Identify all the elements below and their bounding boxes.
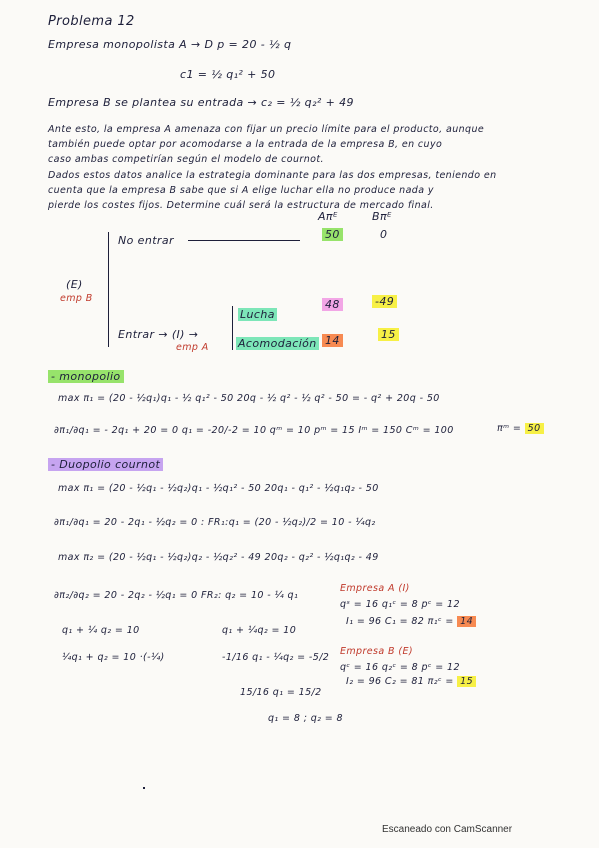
statement-line-1: Ante esto, la empresa A amenaza con fijar un precio límite para el producto, aunque — [48, 124, 485, 135]
statement-line-6: pierde los costes fijos. Determine cuál será la estructura de mercado final. — [48, 200, 434, 211]
problem-title: Problema 12 — [48, 14, 135, 29]
cournot-sys2: ¼q₁ + q₂ = 10 ·(-¼) — [62, 652, 165, 663]
cournot-max2: max π₂ = (20 - ½q₁ - ½q₂)q₂ - ½q₂² - 49 20q₂ - q₂² - ½q₁q₂ - 49 — [58, 552, 379, 563]
tree-lucha-b: -49 — [372, 295, 397, 308]
tree-entrar: Entrar → (I) → — [118, 328, 199, 341]
tree-branch-line — [188, 240, 300, 241]
cournot-emp-b-line2: I₂ = 96 C₂ = 81 π₂ᶜ = — [346, 676, 454, 687]
cournot-emp-a-line2: I₁ = 96 C₁ = 82 π₁ᶜ = — [346, 616, 454, 627]
cournot-emp-a-line1: qˢ = 16 q₁ᶜ = 8 pᶜ = 12 — [340, 599, 460, 610]
cournot-foc2: ∂π₂/∂q₂ = 20 - 2q₂ - ½q₁ = 0 FR₂: q₂ = 10 - ¼ q₁ — [54, 590, 299, 601]
monopolio-foc: ∂π₁/∂q₁ = - 2q₁ + 20 = 0 q₁ = -20/-2 = 10 qᵐ = 10 pᵐ = 15 Iᵐ = 150 Cᵐ = 100 — [54, 425, 454, 436]
tree-brace — [108, 232, 109, 347]
tree-lucha: Lucha — [240, 308, 275, 321]
scanner-footer: Escaneado con CamScanner — [382, 824, 513, 835]
cournot-emp-b-profit: 15 — [457, 676, 476, 687]
tree-no-entrar-a-value: 50 — [322, 228, 343, 241]
statement-line-2: también puede optar por acomodarse a la entrada de la empresa B, en cuyo — [48, 139, 443, 150]
cournot-emp-b-line1: qᶜ = 16 q₂ᶜ = 8 pᶜ = 12 — [340, 662, 460, 673]
tree-node-e: (E) — [66, 278, 83, 291]
cournot-emp-b-title: Empresa B (E) — [340, 646, 413, 657]
cournot-sum: 15/16 q₁ = 15/2 — [240, 687, 322, 698]
cournot-sys1b: q₁ + ¼q₂ = 10 — [222, 625, 297, 636]
empresa-b-entry: Empresa B se plantea su entrada → c₂ = ½ q₂² + 49 — [48, 96, 354, 109]
statement-line-4: Dados estos datos analice la estrategia dominante para las dos empresas, teniendo en — [48, 170, 497, 181]
cost-c1: c1 = ½ q₁² + 50 — [180, 68, 276, 81]
tree-acom-b: 15 — [378, 328, 399, 341]
ink-dot — [143, 787, 145, 789]
cournot-sys1: q₁ + ¼ q₂ = 10 — [62, 625, 140, 636]
tree-col-b-profit: Bπᴱ — [372, 210, 392, 223]
monopolio-profit — [497, 423, 544, 434]
cournot-result: q₁ = 8 ; q₂ = 8 — [268, 713, 344, 724]
monopolio-max: max π₁ = (20 - ½q₁)q₁ - ½ q₁² - 50 20q - ½ q² - ½ q² - 50 = - q² + 20q - 50 — [58, 393, 440, 404]
cournot-heading: - Duopolio cournot — [48, 458, 163, 471]
cournot-max1: max π₁ = (20 - ½q₁ - ½q₂)q₁ - ½q₁² - 50 20q₁ - q₁² - ½q₁q₂ - 50 — [58, 483, 379, 494]
cournot-emp-a-profit: 14 — [457, 616, 476, 627]
tree-lucha-a: 48 — [322, 298, 343, 311]
tree-acom-a: 14 — [322, 334, 343, 347]
statement-line-5: cuenta que la empresa B sabe que si A elige luchar ella no produce nada y — [48, 185, 434, 196]
cournot-foc1: ∂π₁/∂q₁ = 20 - 2q₁ - ½q₂ = 0 : FR₁:q₁ = (20 - ½q₂)/2 = 10 - ¼q₂ — [54, 517, 376, 528]
tree-no-entrar-b: 0 — [380, 228, 388, 241]
tree-sub-brace — [232, 306, 233, 350]
statement-line-3: caso ambas competirían según el modelo de cournot. — [48, 154, 324, 165]
monopolio-profit-label: πᵐ = — [497, 423, 522, 434]
monopolio-profit-value: 50 — [525, 423, 544, 434]
tree-no-entrar-a — [322, 228, 343, 241]
tree-no-entrar: No entrar — [118, 234, 174, 247]
tree-emp-a: emp A — [176, 342, 209, 353]
empresa-a-demand: Empresa monopolista A → D p = 20 - ½ q — [48, 38, 292, 51]
cournot-emp-a-title: Empresa A (I) — [340, 583, 410, 594]
monopolio-heading: - monopolio — [48, 370, 124, 383]
tree-acomodacion: Acomodación — [238, 337, 317, 350]
tree-col-a-profit: Aπᴱ — [318, 210, 338, 223]
cournot-sys2b: -1/16 q₁ - ¼q₂ = -5/2 — [222, 652, 330, 663]
tree-emp-b: emp B — [60, 293, 93, 304]
